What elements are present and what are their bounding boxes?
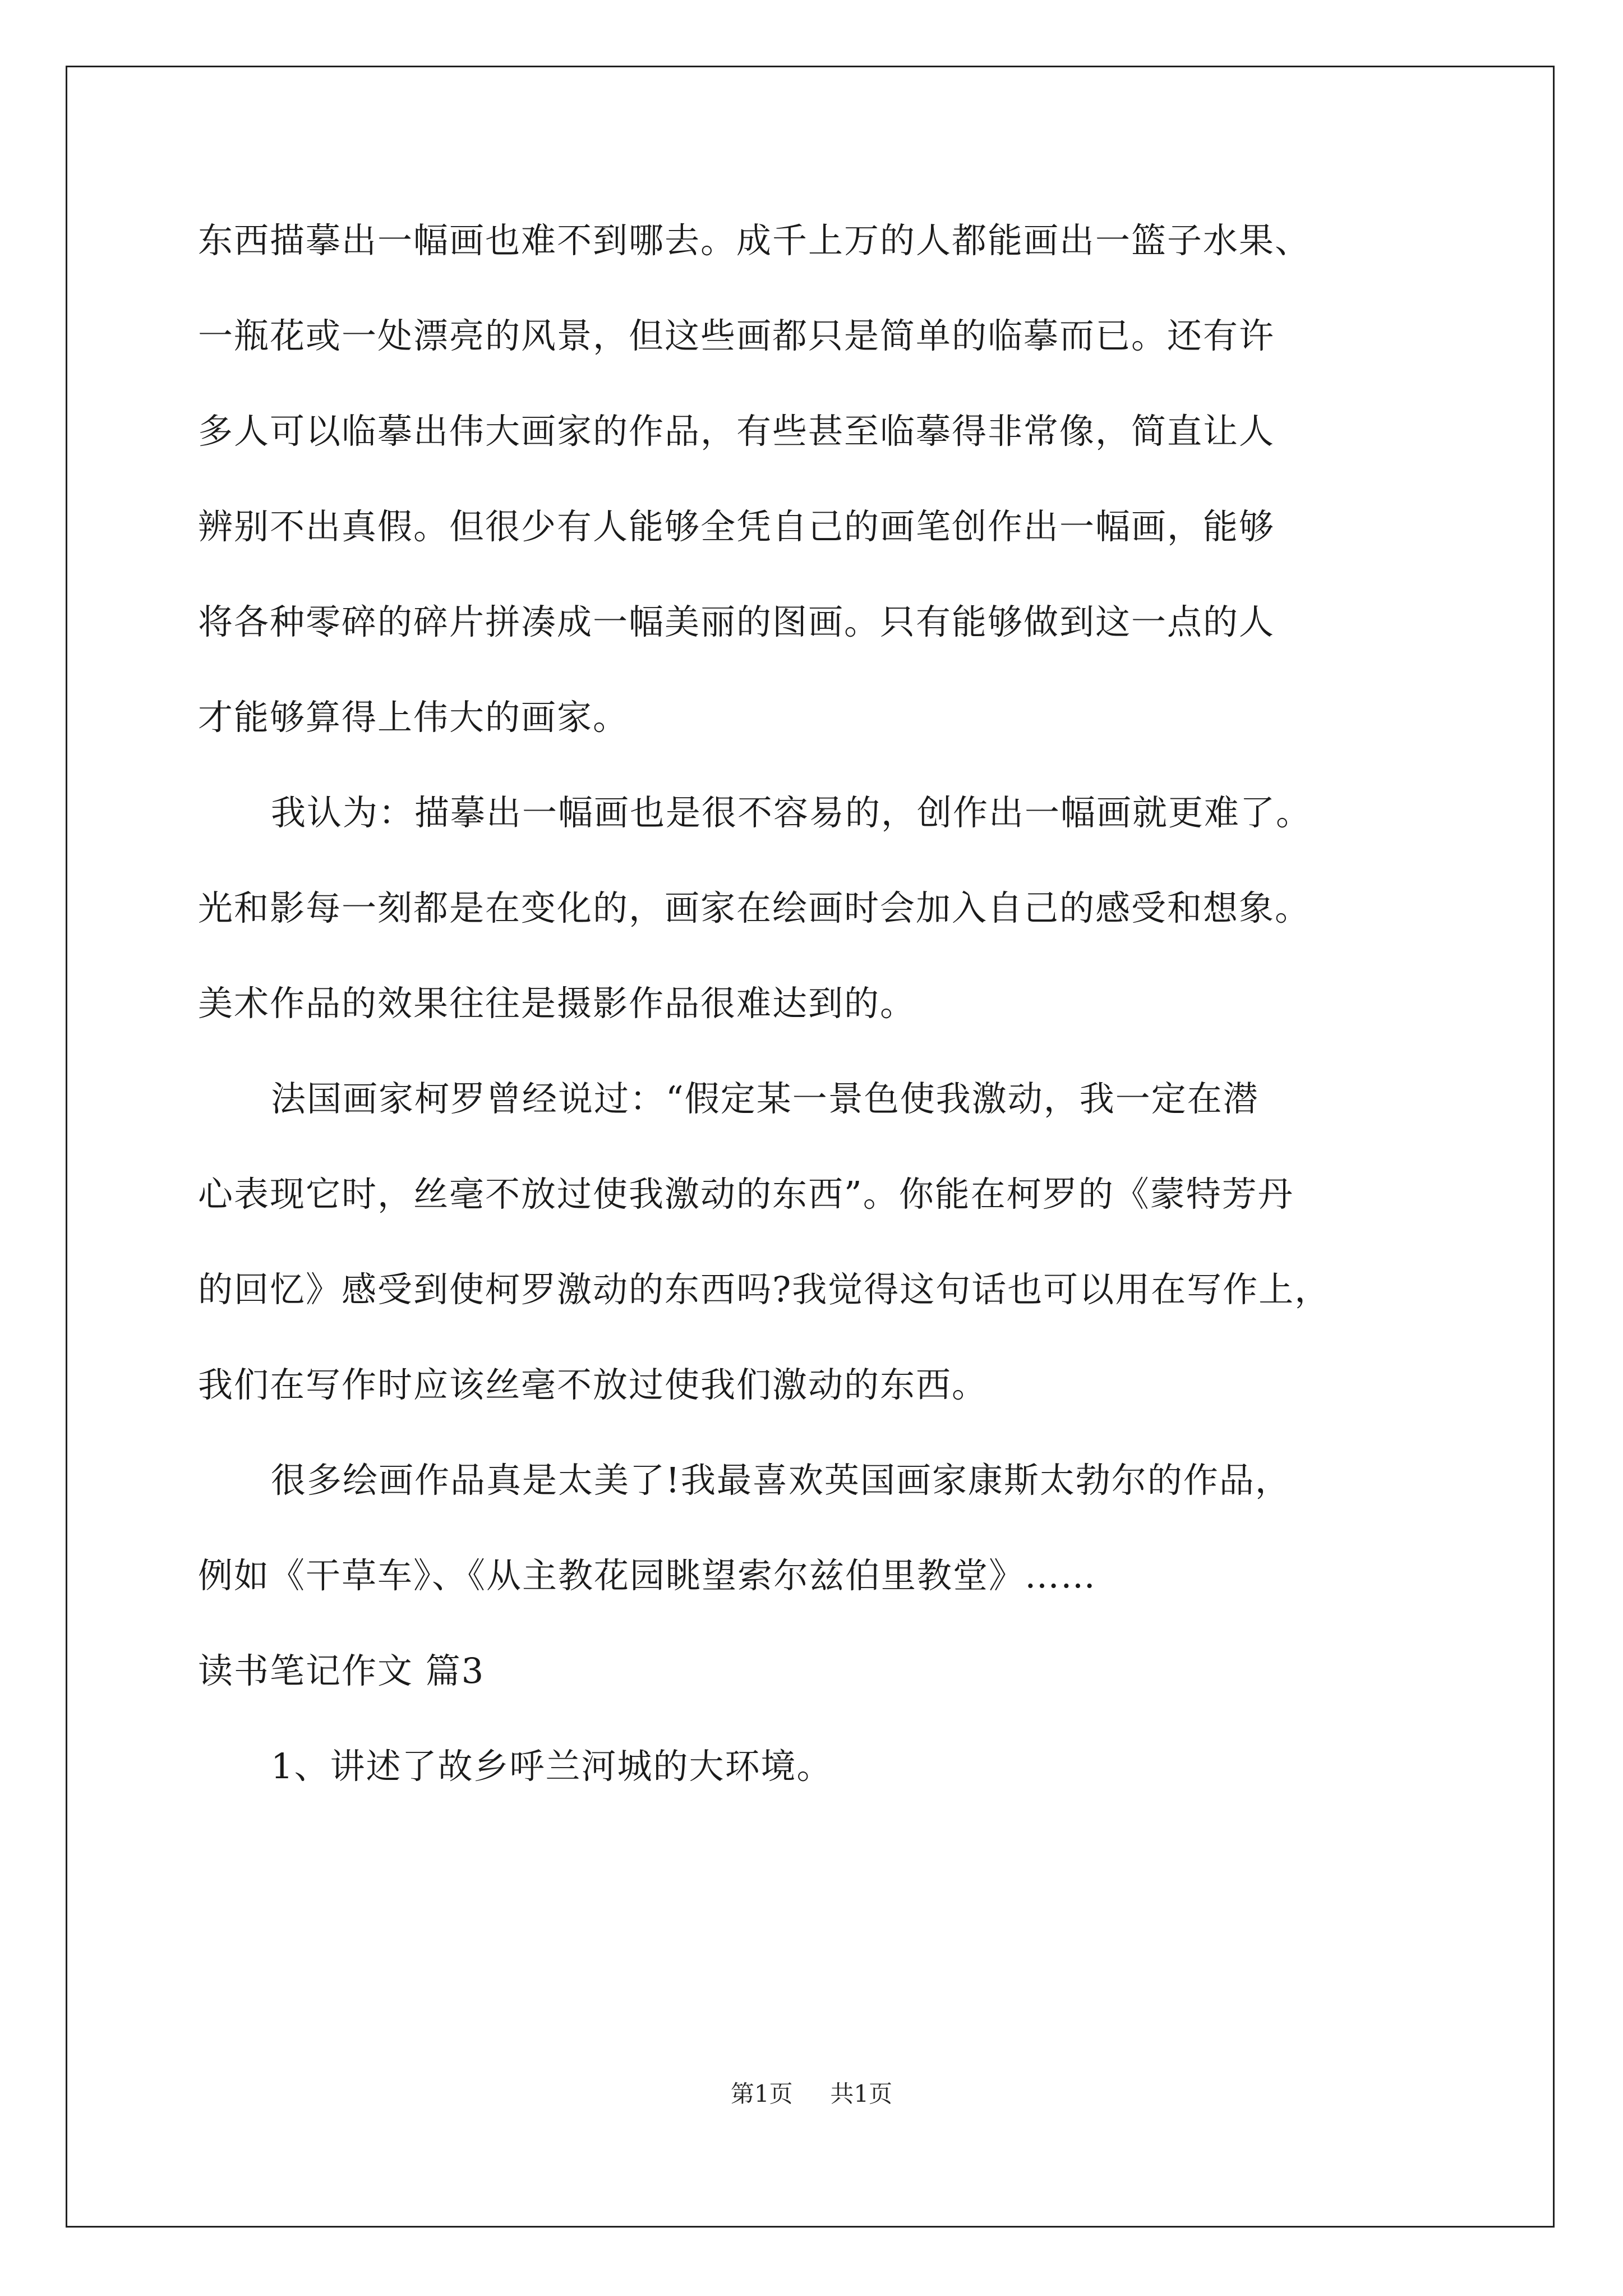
text-line: 多人可以临摹出伟大画家的作品，有些甚至临摹得非常像，简直让人 (198, 411, 1275, 452)
section-heading: 读书笔记作文 篇3 (198, 1650, 485, 1691)
paragraph-start: 我认为：描摹出一幅画也是很不容易的，创作出一幅画就更难了。 (271, 792, 1312, 833)
paragraph-start: 法国画家柯罗曾经说过：“假定某一景色使我激动，我一定在潜 (271, 1078, 1259, 1119)
text-line: 东西描摹出一幅画也难不到哪去。成千上万的人都能画出一篮子水果、 (198, 220, 1311, 261)
text-line: 的回忆》感受到使柯罗激动的东西吗?我觉得这句话也可以用在写作上， (198, 1269, 1331, 1310)
text-line: 美术作品的效果往往是摄影作品很难达到的。 (198, 983, 916, 1024)
text-line: 光和影每一刻都是在变化的，画家在绘画时会加入自己的感受和想象。 (198, 887, 1311, 928)
text-line: 心表现它时，丝毫不放过使我激动的东西”。你能在柯罗的《蒙特芳丹 (198, 1174, 1294, 1214)
page-border (66, 66, 1555, 2228)
page-total: 共1页 (830, 2080, 893, 2108)
text-line: 例如《干草车》、《从主教花园眺望索尔兹伯里教堂》…… (198, 1555, 1097, 1596)
text-line: 辨别不出真假。但很少有人能够全凭自己的画笔创作出一幅画，能够 (198, 506, 1275, 547)
page-footer (0, 2076, 1623, 2109)
paragraph-start: 很多绘画作品真是太美了!我最喜欢英国画家康斯太勃尔的作品， (271, 1460, 1291, 1501)
page-number: 第1页 (730, 2080, 793, 2108)
text-line: 才能够算得上伟大的画家。 (198, 697, 629, 738)
text-line: 我们在写作时应该丝毫不放过使我们激动的东西。 (198, 1364, 988, 1405)
text-line: 一瓶花或一处漂亮的风景，但这些画都只是简单的临摹而已。还有许 (198, 315, 1275, 356)
paragraph-start: 1、讲述了故乡呼兰河城的大环境。 (271, 1746, 833, 1787)
text-line: 将各种零碎的碎片拼凑成一幅美丽的图画。只有能够做到这一点的人 (198, 601, 1275, 642)
